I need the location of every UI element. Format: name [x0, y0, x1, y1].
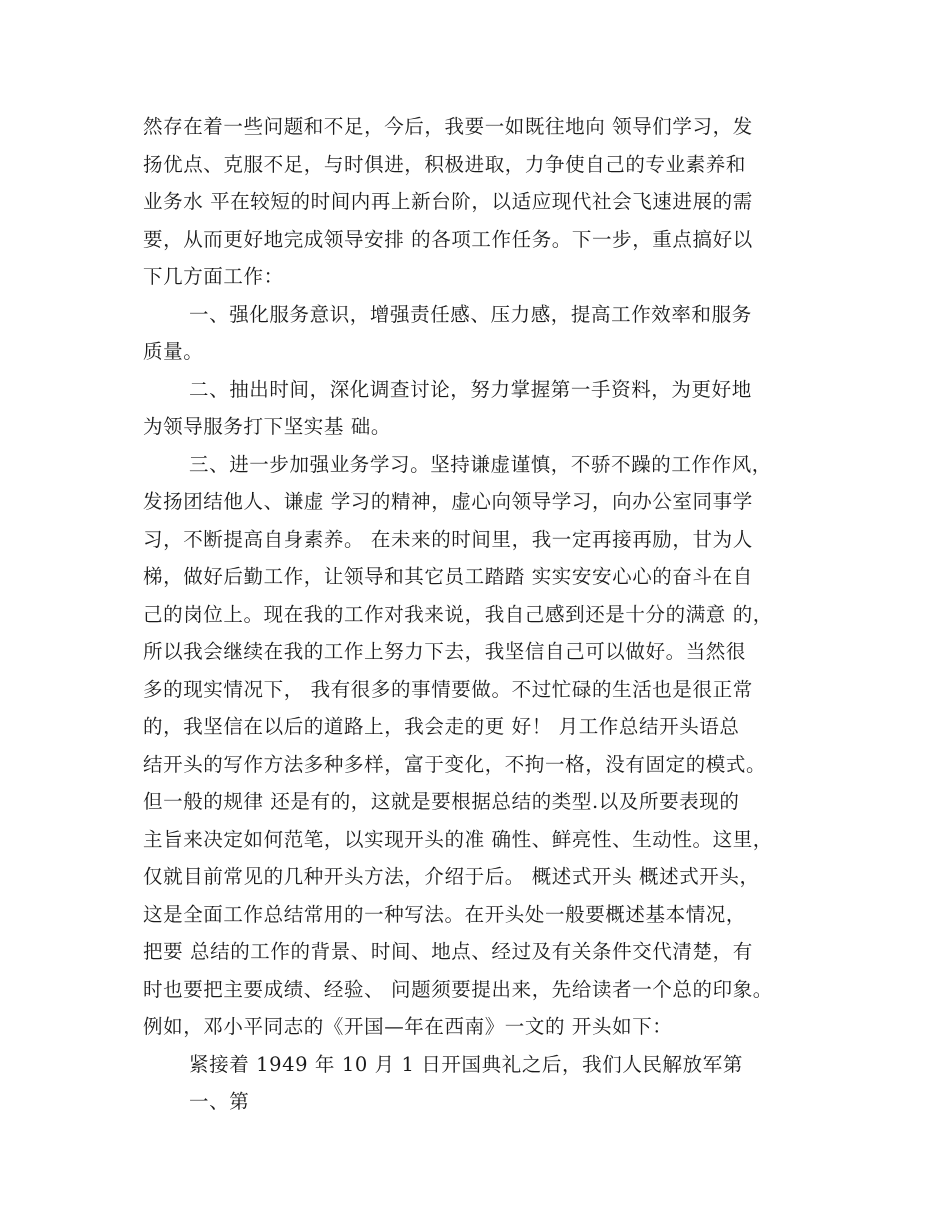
text-line: 所以我会继续在我的工作上努力下去，我坚信自己可以做好。当然很	[143, 640, 747, 663]
text-line: 然存在着一些问题和不足，今后，我要一如既往地向 领导们学习，发	[143, 115, 753, 138]
text-line: 一、第	[189, 1090, 250, 1113]
text-line: 要，从而更好地完成领导安排 的各项工作任务。下一步，重点搞好以	[143, 227, 753, 251]
text-line: 仅就目前常见的几种开头方法，介绍于后。 概述式开头 概述式开头，	[143, 865, 760, 888]
text-line: 业务水 平在较短的时间内再上新台阶，以适应现代社会飞速进展的需	[143, 190, 753, 213]
text-line: 一、强化服务意识，增强责任感、压力感，提高工作效率和服务	[189, 302, 752, 326]
text-line: 这是全面工作总结常用的一种写法。在开头处一般要概述基本情况，	[143, 902, 747, 926]
text-line: 质量。	[143, 340, 204, 363]
document-body	[143, 108, 823, 1121]
text-line: 己的岗位上。现在我的工作对我来说，我自己感到还是十分的满意 的，	[143, 602, 773, 626]
text-line: 发扬团结他人、谦虚 学习的精神，虚心向领导学习，向办公室同事学	[143, 490, 753, 513]
text-line: 多的现实情况下， 我有很多的事情要做。不过忙碌的生活也是很正常	[143, 677, 753, 701]
text-line: 习，不断提高自身素养。 在未来的时间里，我一定再接再励，甘为人	[143, 527, 753, 551]
text-line: 把要 总结的工作的背景、时间、地点、经过及有关条件交代清楚，有	[143, 940, 753, 963]
text-line: 二、抽出时间，深化调查讨论，努力掌握第一手资料，为更好地	[189, 377, 752, 401]
text-line: 的，我坚信在以后的道路上，我会走的更 好！ 月工作总结开头语总	[143, 715, 740, 738]
text-line: 下几方面工作：	[143, 265, 284, 288]
text-line: 三、进一步加强业务学习。坚持谦虚谨慎，不骄不躁的工作作风，	[189, 452, 772, 476]
text-line: 但一般的规律 还是有的，这就是要根据总结的类型.以及所要表现的	[143, 790, 740, 813]
text-line: 结开头的写作方法多种多样，富于变化，不拘一格，没有固定的模式。	[143, 752, 767, 776]
text-line: 主旨来决定如何范笔，以实现开头的准 确性、鲜亮性、生动性。这里，	[143, 827, 773, 851]
text-line: 例如，邓小平同志的《开国—年在西南》一文的 开头如下：	[143, 1015, 673, 1038]
text-line: 时也要把主要成绩、经验、 问题须要提出来，先给读者一个总的印象。	[143, 977, 773, 1001]
text-line: 紧接着 1949 年 10 月 1 日开国典礼之后，我们人民解放军第	[189, 1052, 743, 1076]
text-line: 梯，做好后勤工作，让领导和其它员工踏踏 实实安安心心的奋斗在自	[143, 565, 753, 588]
text-line: 扬优点、克服不足，与时俱进，积极进取，力争使自己的专业素养和	[143, 152, 747, 176]
text-line: 为领导服务打下坚实基 础。	[143, 415, 391, 438]
